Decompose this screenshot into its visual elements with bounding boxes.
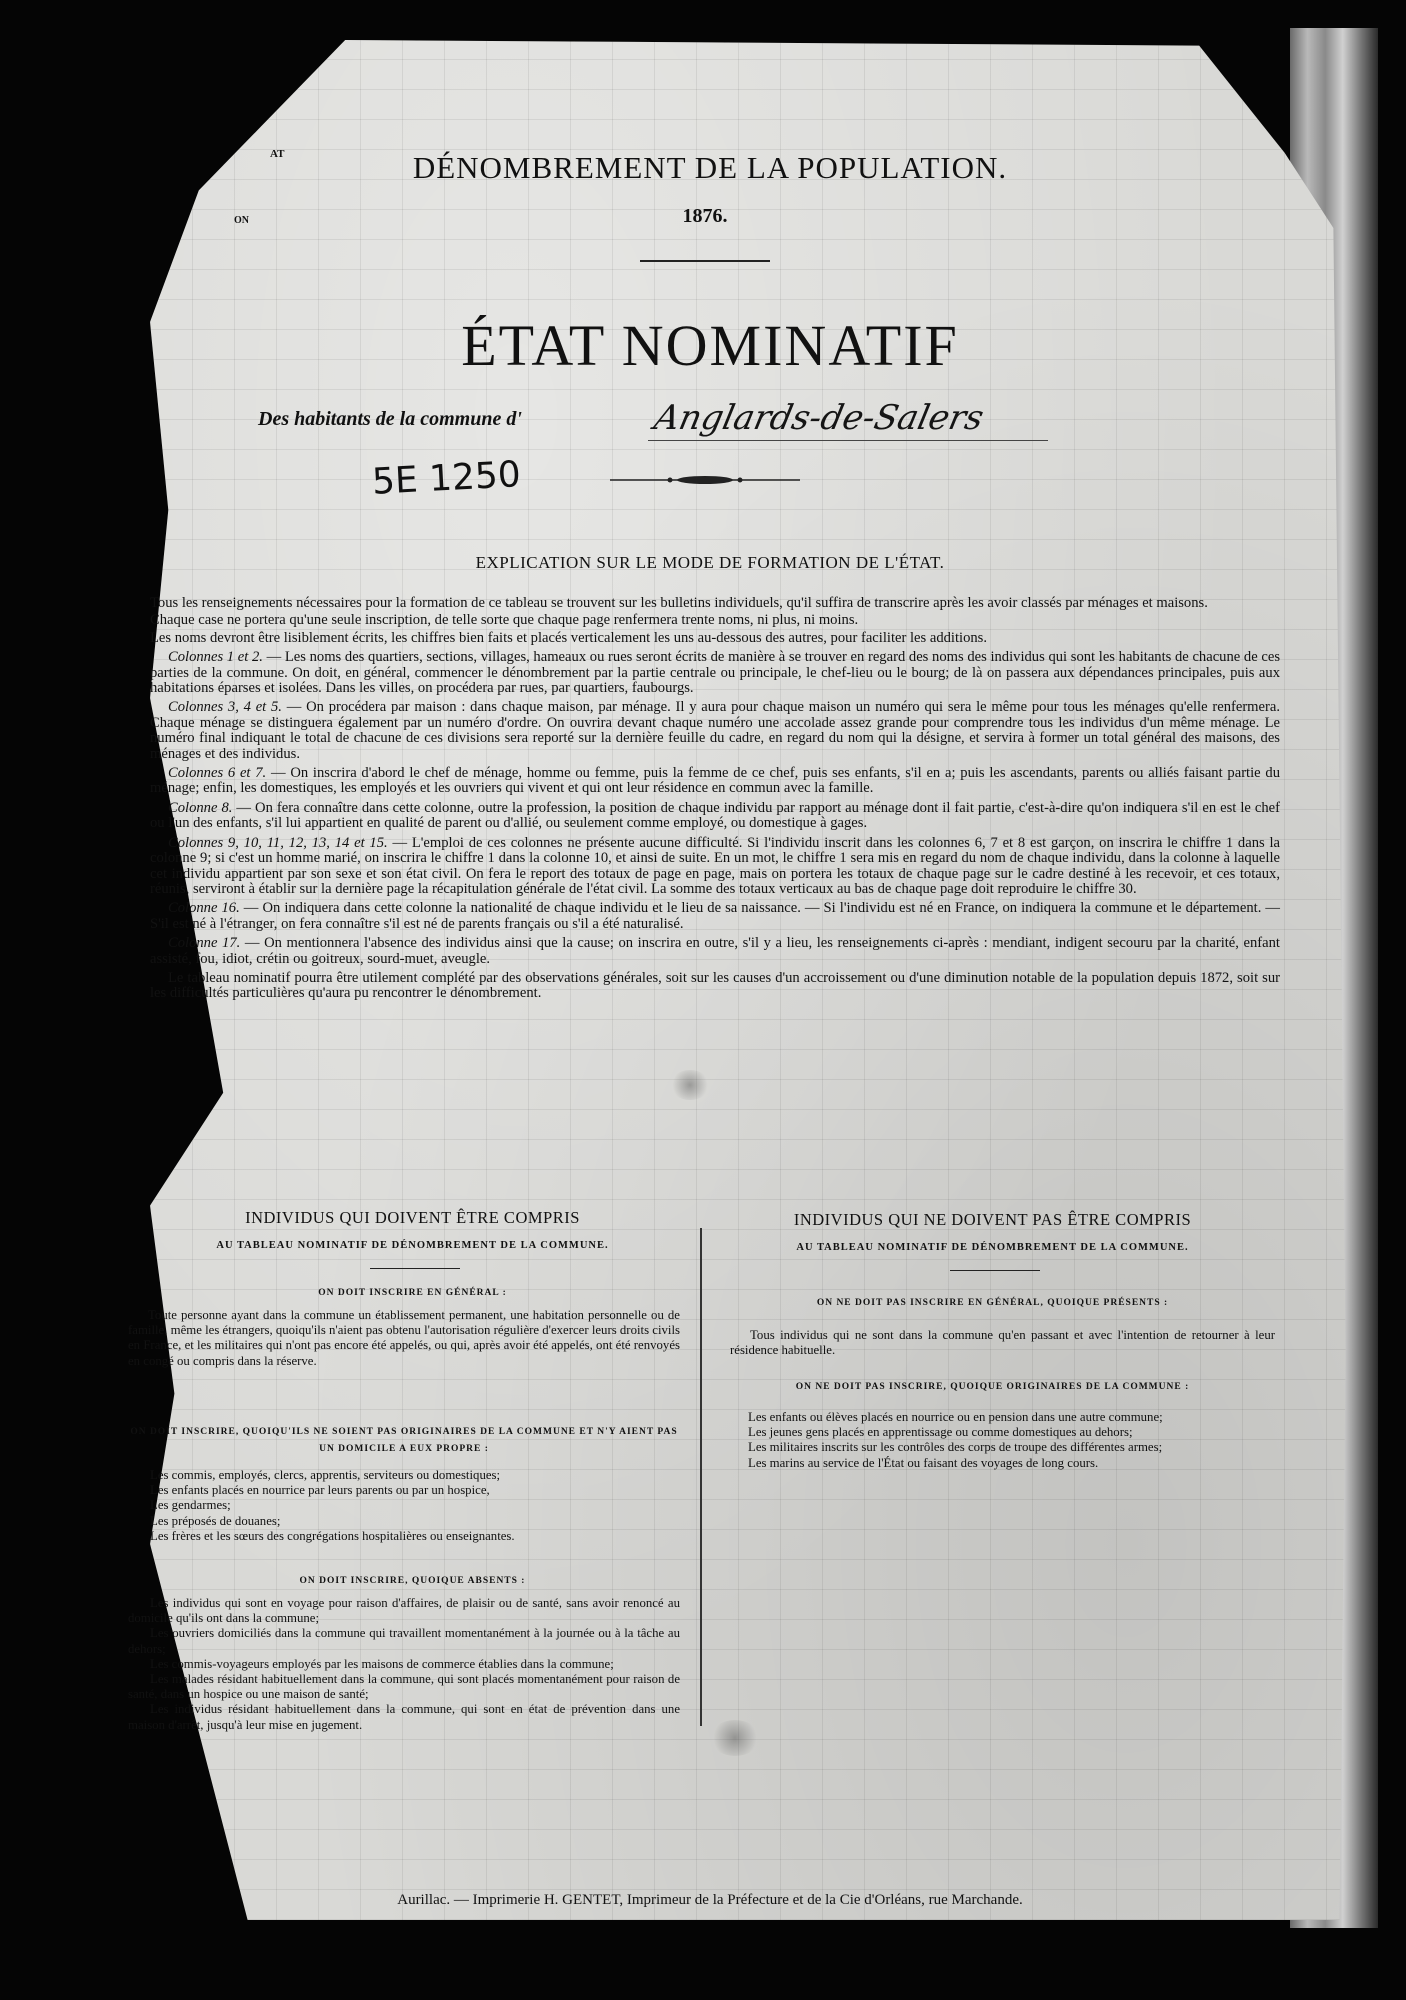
left-section2-list: [150, 1468, 680, 1544]
list-item: Les ouvriers domiciliés dans la commune qui travaillent momentanément à la journée ou à la tâche au dehors;: [128, 1626, 680, 1656]
explanation-paragraph: Tous les renseignements nécessaires pour la formation de ce tableau se trouvent sur les bulletins individuels, qu'il suffira de transcrire après les avoir classés par ménages et maisons.: [150, 595, 1208, 611]
left-section3-list: [128, 1596, 680, 1733]
explanation-paragraph: Les noms devront être lisiblement écrits, les chiffres bien faits et placés verticalement les uns au-dessous des autres, pour faciliter les additions.: [150, 629, 987, 646]
archive-reference-handwritten: 5E 1250: [371, 454, 522, 503]
right-section1-head: ON NE DOIT PAS INSCRIRE EN GÉNÉRAL, QUOIQUE PRÉSENTS :: [816, 1298, 1169, 1308]
margin-fragment: AT: [270, 148, 285, 160]
explanation-paragraph: Colonnes 1 et 2. — Les noms des quartiers, sections, villages, hameaux ou rues seront écrits de manière à se trouver en regard des noms des individus qui sont les habitants de chacune de ces parties de la commune. On doit, en général, commencer le dénombrement par la partie centrale ou principale, le chef-lieu ou le bourg; de là on passera aux dépendances principales, puis aux habitations éparses et isolées. Dans les villes, on procédera par rues, par quartiers, faubourgs.: [150, 649, 1280, 697]
ornament-divider: [610, 470, 800, 490]
left-section1-head: ON DOIT INSCRIRE EN GÉNÉRAL :: [318, 1288, 507, 1298]
commune-name-handwritten: Anglards-de-Salers: [650, 398, 988, 438]
list-item: Les individus résidant habituellement dans la commune, qui sont en état de prévention dans une maison d'arrêt, jusqu'à leur mise en jugement.: [128, 1702, 680, 1732]
right-section2-list: [748, 1410, 1278, 1471]
list-item: Les frères et les sœurs des congrégations hospitalières ou enseignantes.: [150, 1528, 515, 1543]
section-rule: [370, 1268, 460, 1269]
explanation-paragraph: Colonne 16. — On indiquera dans cette colonne la nationalité de chaque individu et le lieu de sa naissance. — Si l'individu est né en France, on indiquera la commune et le département. — S'il est né à l'étranger, on fera connaître s'il est né de parents français ou s'il a été naturalisé.: [150, 900, 1280, 932]
explanation-paragraph: Colonnes 6 et 7. — On inscrira d'abord le chef de ménage, homme ou femme, puis la femme de ce chef, puis ses enfants, s'il en a; puis les ascendants, parents ou alliés faisant partie du ménage; enfin, les domestiques, les employés et les ouvriers qui vivent et qui ont leur résidence en commun avec la famille.: [150, 765, 1280, 797]
right-section2-head: ON NE DOIT PAS INSCRIRE, QUOIQUE ORIGINAIRES DE LA COMMUNE :: [795, 1382, 1190, 1392]
page-title: DÉNOMBREMENT DE LA POPULATION.: [412, 150, 1008, 185]
census-year: 1876.: [682, 205, 728, 227]
explanation-paragraph: Colonne 17. — On mentionnera l'absence des individus ainsi que la cause; on inscrira en outre, s'il y a lieu, les renseignements ci-après : mendiant, indigent secouru par la charité, enfant assisté, fou, idiot, crétin ou goitreux, sourd-muet, aveugle.: [150, 935, 1280, 967]
left-section1-text: Toute personne ayant dans la commune un établissement permanent, une habitation personnelle ou de famille, même les étrangers, quoiqu'ils n'aient pas obtenu l'autorisation régulière d'exercer leurs droits civils en France, et les militaires qui n'ont pas encore été appelés, ou qui, après avoir été appelés, ont été renvoyés en congé ou compris dans la réserve.: [128, 1308, 680, 1368]
explanation-paragraph: Colonnes 9, 10, 11, 12, 13, 14 et 15. — L'emploi de ces colonnes ne présente aucune difficulté. Si l'individu inscrit dans les colonnes 6, 7 et 8 est garçon, on inscrira le chiffre 1 dans la colonne 9; si c'est un homme marié, on inscrira le chiffre 1 dans la colonne 10, et ainsi de suite. En un mot, le chiffre 1 sera mis en regard du nom de chaque individu, dans la colonne à laquelle cet individu appartient par son sexe et son état civil. On fera le report des totaux de page en page, mais on portera les totaux de chaque page sur le cadre destiné à les recevoir, et ces totaux, réunis, serviront à établir sur la dernière page la récapitulation générale de l'état civil. La somme des totaux verticaux au bas de chaque page doit reproduire le chiffre 30.: [150, 834, 1280, 897]
list-item: Les militaires inscrits sur les contrôles des corps de troupe des différentes armes;: [748, 1440, 1163, 1455]
excluded-title: INDIVIDUS QUI NE DOIVENT PAS ÊTRE COMPRIS: [793, 1210, 1192, 1229]
list-item: Les gendarmes;: [150, 1498, 231, 1513]
list-item: Les préposés de douanes;: [150, 1513, 281, 1528]
column-divider: [700, 1228, 702, 1726]
list-item: Les marins au service de l'État ou faisant des voyages de long cours.: [748, 1455, 1099, 1470]
commune-label: Des habitants de la commune d': [258, 408, 522, 430]
explanation-title: EXPLICATION SUR LE MODE DE FORMATION DE L'ÉTAT.: [475, 553, 945, 572]
fill-line: [648, 440, 1048, 441]
left-section2-head: ON DOIT INSCRIRE, QUOIQU'ILS NE SOIENT PAS ORIGINAIRES DE LA COMMUNE ET N'Y AIENT PAS UN DOMICILE A EUX PROPRE :: [130, 1427, 678, 1454]
list-item: Les malades résidant habituellement dans la commune, qui sont placés momentanément pour raison de santé, dans un hospice ou une maison de santé;: [128, 1672, 680, 1702]
explanation-paragraph: Colonnes 3, 4 et 5. — On procédera par maison : dans chaque maison, par ménage. Il y aura pour chaque maison un numéro qui sera le même pour tous les ménages qu'elle renfermera. Chaque ménage se distinguera également par un numéro d'ordre. On ouvrira devant chaque numéro une accolade assez grande pour comprendre tous les individus d'un même ménage. Le numéro final indiquant le total de chacune de ces divisions sera reporté sur la dernière feuille du cadre, en regard du nom qui la désigne, et servira à former un total général des maisons, des ménages et des individus.: [150, 699, 1281, 762]
explanation-body: [150, 596, 1280, 1002]
included-subtitle: AU TABLEAU NOMINATIF DE DÉNOMBREMENT DE LA COMMUNE.: [216, 1240, 609, 1251]
list-item: Les commis-voyageurs employés par les maisons de commerce établies dans la commune;: [150, 1656, 614, 1671]
header-divider: [640, 260, 770, 262]
explanation-paragraph: Le tableau nominatif pourra être utilement complété par des observations générales, soit sur les causes d'un accroissement ou d'une diminution notable de la population depuis 1872, soit sur les difficultés particulières qu'aura pu rencontrer le dénombrement.: [150, 969, 1280, 1002]
left-section3-head: ON DOIT INSCRIRE, QUOIQUE ABSENTS :: [299, 1576, 526, 1586]
list-item: Les commis, employés, clercs, apprentis, serviteurs ou domestiques;: [150, 1468, 501, 1482]
excluded-subtitle: AU TABLEAU NOMINATIF DE DÉNOMBREMENT DE LA COMMUNE.: [796, 1242, 1189, 1253]
list-item: Les enfants ou élèves placés en nourrice ou en pension dans une autre commune;: [748, 1410, 1163, 1424]
right-section1-text: Tous individus qui ne sont dans la commune qu'en passant et avec l'intention de retourner à leur résidence habituelle.: [730, 1328, 1275, 1358]
list-item: Les individus qui sont en voyage pour raison d'affaires, de plaisir ou de santé, sans avoir renoncé au domicile qu'ils ont dans la commune;: [128, 1596, 680, 1626]
ink-stain: [670, 1070, 710, 1100]
explanation-paragraph: Colonne 8. — On fera connaître dans cette colonne, outre la profession, la position de chaque individu par rapport au ménage dont il fait partie, c'est-à-dire qu'on indiquera s'il en est le chef ou l'un des enfants, s'il lui appartient en qualité de parent ou d'allié, ou seulement comme employé, ou domestique à gages.: [150, 799, 1281, 832]
margin-fragment: ON: [234, 215, 249, 226]
ink-stain: [710, 1720, 760, 1756]
explanation-paragraph: Chaque case ne portera qu'une seule inscription, de telle sorte que chaque page renfermera trente noms, ni plus, ni moins.: [150, 612, 859, 629]
list-item: Les enfants placés en nourrice par leurs parents ou par un hospice,: [150, 1483, 490, 1498]
main-heading: ÉTAT NOMINATIF: [461, 313, 959, 378]
section-rule: [950, 1270, 1040, 1271]
list-item: Les jeunes gens placés en apprentissage ou comme domestiques au dehors;: [748, 1425, 1133, 1440]
printer-imprint: Aurillac. — Imprimerie H. GENTET, Imprimeur de la Préfecture et de la Cie d'Orléans, rue Marchande.: [397, 1892, 1023, 1908]
included-title: INDIVIDUS QUI DOIVENT ÊTRE COMPRIS: [245, 1208, 580, 1227]
